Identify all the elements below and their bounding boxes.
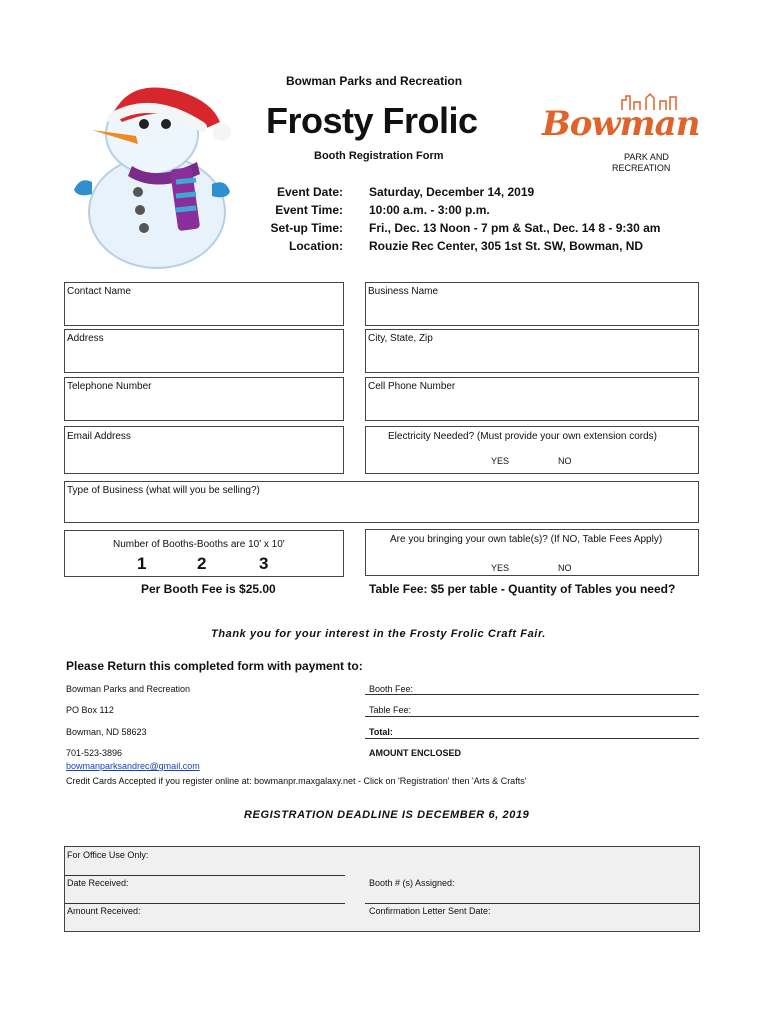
booths-label: Number of Booths-Booths are 10' x 10' bbox=[113, 539, 285, 550]
credit-card-note: Credit Cards Accepted if you register online at: bowmanpr.maxgalaxy.net - Click on 'Registration' then 'Arts & Crafts' bbox=[66, 776, 527, 786]
business-name-label: Business Name bbox=[368, 286, 439, 297]
type-of-business-field[interactable] bbox=[64, 481, 699, 523]
location-value: Rouzie Rec Center, 305 1st St. SW, Bowman, ND bbox=[369, 239, 644, 253]
contact-name-field[interactable] bbox=[64, 282, 344, 326]
address-field[interactable] bbox=[64, 329, 344, 373]
return-email-link[interactable]: bowmanparksandrec@gmail.com bbox=[66, 761, 200, 771]
email-label: Email Address bbox=[67, 431, 131, 442]
own-tables-field[interactable] bbox=[365, 529, 699, 576]
office-divider-left-2 bbox=[65, 903, 345, 904]
event-date-value: Saturday, December 14, 2019 bbox=[369, 185, 535, 199]
booth-option-1[interactable]: 1 bbox=[137, 554, 147, 573]
telephone-label: Telephone Number bbox=[67, 381, 152, 392]
electricity-no-option[interactable]: NO bbox=[558, 456, 572, 466]
return-address-line-2: PO Box 112 bbox=[66, 705, 114, 715]
tables-no-option[interactable]: NO bbox=[558, 563, 572, 573]
office-use-box bbox=[64, 846, 700, 932]
booth-assigned-label: Booth # (s) Assigned: bbox=[369, 878, 455, 888]
cell-phone-field[interactable] bbox=[365, 377, 699, 421]
logo-line-2: RECREATION bbox=[612, 163, 671, 173]
return-address-line-3: Bowman, ND 58623 bbox=[66, 727, 147, 737]
snowman-illustration bbox=[62, 72, 242, 272]
business-name-field[interactable] bbox=[365, 282, 699, 326]
own-tables-label: Are you bringing your own table(s)? (If NO, Table Fees Apply) bbox=[390, 534, 663, 545]
bowman-logo bbox=[540, 92, 700, 173]
table-fee-line[interactable] bbox=[365, 716, 699, 717]
return-phone: 701-523-3896 bbox=[66, 748, 123, 758]
return-heading: Please Return this completed form with payment to: bbox=[66, 659, 363, 673]
office-divider-right-2 bbox=[365, 903, 699, 904]
cell-phone-label: Cell Phone Number bbox=[368, 381, 456, 392]
organization-name: Bowman Parks and Recreation bbox=[286, 74, 463, 88]
table-fee-text: Table Fee: $5 per table - Quantity of Tables you need? bbox=[369, 582, 676, 596]
city-state-zip-field[interactable] bbox=[365, 329, 699, 373]
electricity-field[interactable] bbox=[365, 426, 699, 474]
electricity-label: Electricity Needed? (Must provide your own extension cords) bbox=[388, 431, 658, 442]
email-field[interactable] bbox=[64, 426, 344, 474]
table-fee-label: Table Fee: bbox=[369, 705, 412, 715]
amount-enclosed-label: AMOUNT ENCLOSED bbox=[369, 748, 461, 758]
booth-option-3[interactable]: 3 bbox=[259, 554, 269, 573]
telephone-field[interactable] bbox=[64, 377, 344, 421]
city-state-zip-label: City, State, Zip bbox=[368, 333, 433, 344]
event-date-label: Event Date: bbox=[276, 185, 343, 199]
total-line[interactable] bbox=[365, 738, 699, 739]
setup-time-value: Fri., Dec. 13 Noon - 7 pm & Sat., Dec. 14 8 - 9:30 am bbox=[369, 221, 661, 235]
confirmation-label: Confirmation Letter Sent Date: bbox=[369, 906, 491, 916]
contact-name-label: Contact Name bbox=[67, 286, 131, 297]
event-time-label: Event Time: bbox=[275, 203, 343, 217]
type-of-business-label: Type of Business (what will you be selling?) bbox=[67, 485, 260, 496]
booth-fee-line[interactable] bbox=[365, 694, 699, 695]
booth-option-2[interactable]: 2 bbox=[197, 554, 207, 573]
office-divider-left-1 bbox=[65, 875, 345, 876]
booth-fee-text: Per Booth Fee is $25.00 bbox=[141, 582, 276, 596]
thank-you-message: Thank you for your interest in the Frosty Frolic Craft Fair. bbox=[211, 628, 546, 640]
booth-fee-label: Booth Fee: bbox=[369, 684, 414, 694]
page-title: Frosty Frolic bbox=[266, 100, 478, 141]
registration-deadline: REGISTRATION DEADLINE IS DECEMBER 6, 2019 bbox=[244, 809, 530, 821]
office-use-heading: For Office Use Only: bbox=[67, 850, 149, 860]
amount-received-label: Amount Received: bbox=[67, 906, 141, 916]
form-subtitle: Booth Registration Form bbox=[314, 150, 444, 162]
logo-line-1: PARK AND bbox=[624, 152, 669, 162]
return-address-line-1: Bowman Parks and Recreation bbox=[66, 684, 191, 694]
total-label: Total: bbox=[369, 727, 393, 737]
tables-yes-option[interactable]: YES bbox=[491, 563, 510, 573]
address-label: Address bbox=[67, 333, 104, 344]
event-time-value: 10:00 a.m. - 3:00 p.m. bbox=[369, 203, 490, 217]
logo-brand: Bowman bbox=[542, 104, 700, 144]
location-label: Location: bbox=[289, 239, 343, 253]
setup-time-label: Set-up Time: bbox=[270, 221, 343, 235]
date-received-label: Date Received: bbox=[67, 878, 129, 888]
electricity-yes-option[interactable]: YES bbox=[491, 456, 510, 466]
